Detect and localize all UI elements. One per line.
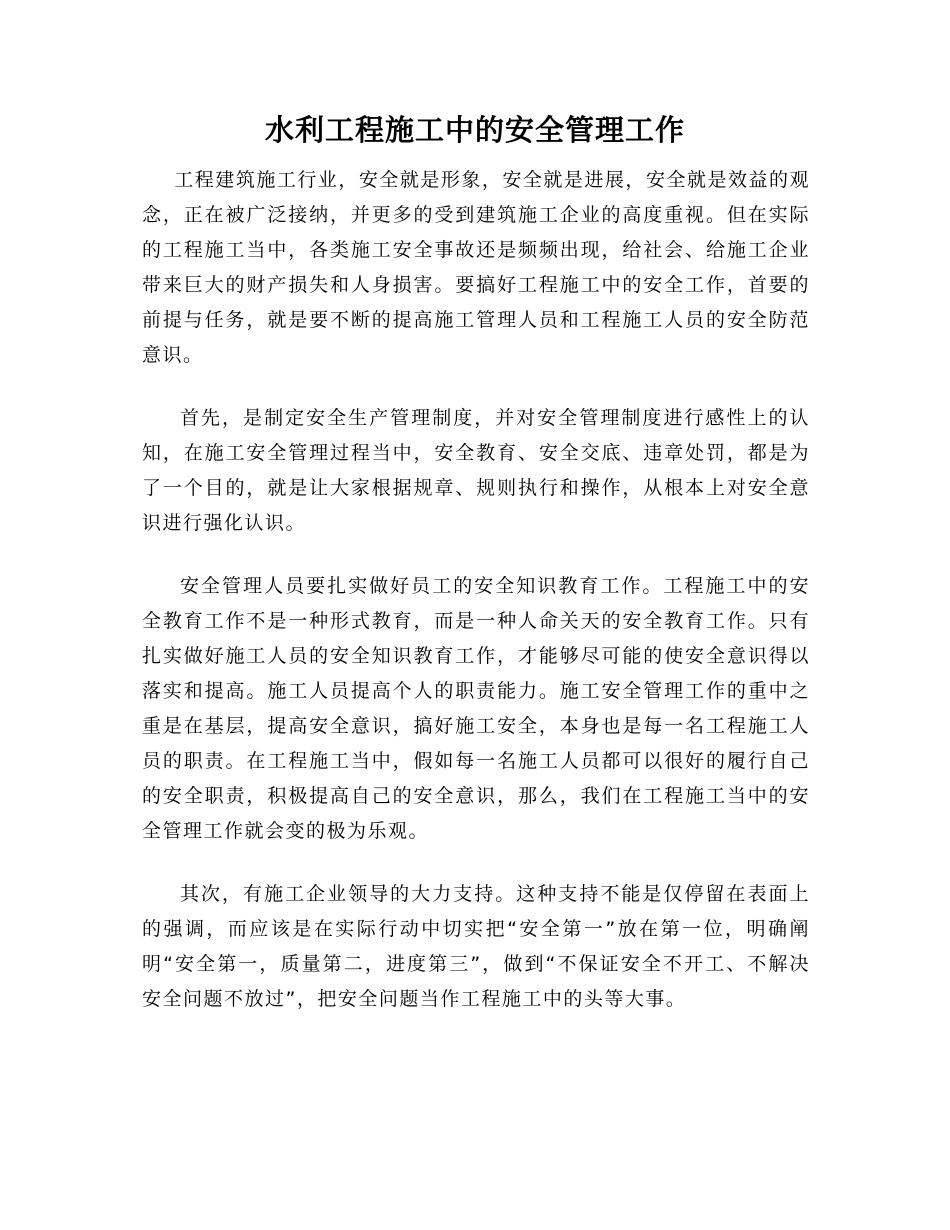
document-body xyxy=(142,163,810,1045)
paragraph-4: 其次，有施工企业领导的大力支持。这种支持不能是仅停留在表面上的强调，而应该是在实际行动中切实把“安全第一”放在第一位，明确阐明“安全第一，质量第二，进度第三”，做到“不保证安全不开工、不解决安全问题不放过”，把安全问题当作工程施工中的头等大事。 xyxy=(142,883,810,1010)
paragraph-2: 首先，是制定安全生产管理制度，并对安全管理制度进行感性上的认知，在施工安全管理过程当中，安全教育、安全交底、违章处罚，都是为了一个目的，就是让大家根据规章、规则执行和操作，从根本上对安全意识进行强化认识。 xyxy=(142,407,810,534)
paragraph-1: 工程建筑施工行业，安全就是形象，安全就是进展，安全就是效益的观念，正在被广泛接纳，并更多的受到建筑施工企业的高度重视。但在实际的工程施工当中，各类施工安全事故还是频频出现，给社会、给施工企业带来巨大的财产损失和人身损害。要搞好工程施工中的安全工作，首要的前提与任务，就是要不断的提高施工管理人员和工程施工人员的安全防范意识。 xyxy=(142,169,810,366)
paragraph-3: 安全管理人员要扎实做好员工的安全知识教育工作。工程施工中的安全教育工作不是一种形式教育，而是一种人命关天的安全教育工作。只有扎实做好施工人员的安全知识教育工作，才能够尽可能的使安全意识得以落实和提高。施工人员提高个人的职责能力。施工安全管理工作的重中之重是在基层，提高安全意识，搞好施工安全，本身也是每一名工程施工人员的职责。在工程施工当中，假如每一名施工人员都可以很好的履行自己的安全职责，积极提高自己的安全意识，那么，我们在工程施工当中的安全管理工作就会变的极为乐观。 xyxy=(142,575,810,842)
document-title: 水利工程施工中的安全管理工作 xyxy=(264,113,685,147)
